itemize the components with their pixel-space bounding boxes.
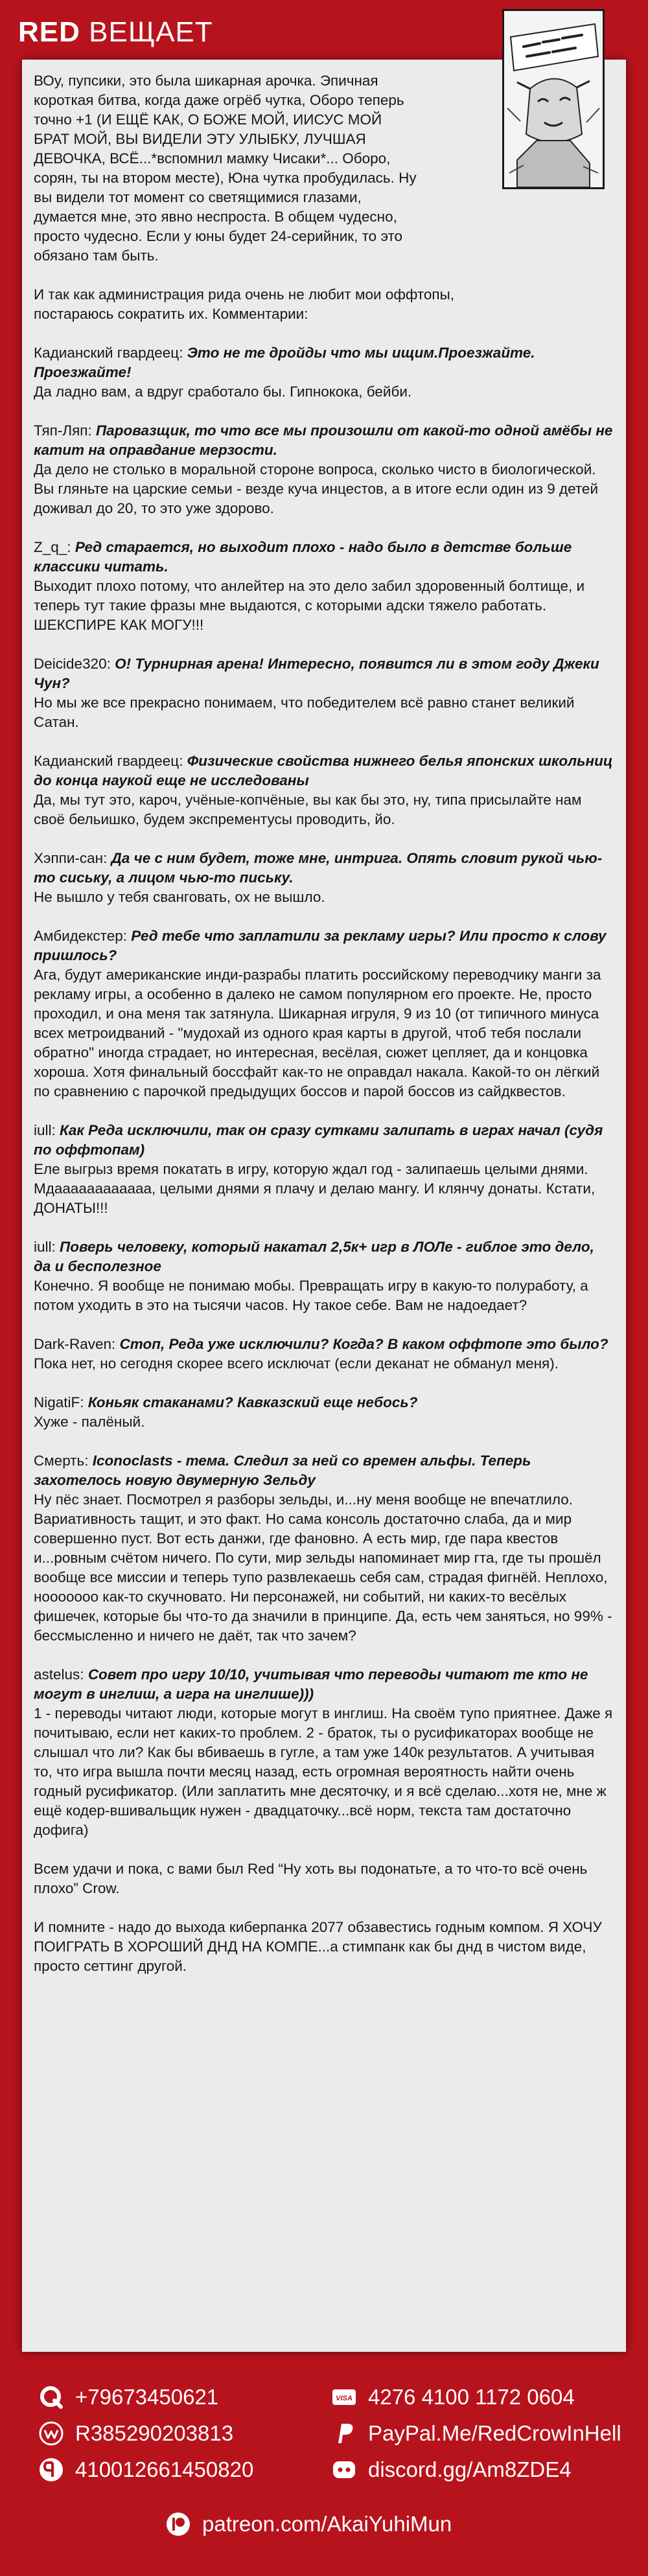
comment-block: [34, 538, 614, 635]
comment-question: Поверь человеку, который накатал 2,5к+ игр в ЛОЛе - гиблое это дело, да и бесполезное: [34, 1239, 594, 1274]
discord-contact[interactable]: [332, 2457, 572, 2483]
comment-block: [34, 1237, 614, 1315]
comment-answer: Да дело не столько в моральной стороне вопроса, сколько чисто в биологической. Вы гляньте на царские семьи - везде куча инцестов, а в итоге если один из 9 детей доживал до 20, то это уже здорово.: [34, 461, 599, 516]
comment-answer: Пока нет, но сегодня скорее всего исключат (если деканат не обманул меня).: [34, 1355, 559, 1372]
comment-question: Ред тебе что заплатили за рекламу игры? Или просто к слову пришлось?: [34, 928, 607, 963]
patreon-link: patreon.com/AkaiYuhiMun: [202, 2512, 452, 2536]
comment-block: [34, 1121, 614, 1218]
comment-block: [34, 421, 614, 518]
comment-question: Iconoclasts - тема. Следил за ней со времен альфы. Теперь захотелось новую двумерную Зельду: [34, 1453, 531, 1488]
visa-card-contact[interactable]: [332, 2384, 575, 2410]
comment-question: О! Турнирная арена! Интересно, появится ли в этом году Джеки Чун?: [34, 656, 599, 691]
comment-author: Хэппи-сан:: [34, 850, 108, 866]
webmoney-contact[interactable]: [39, 2421, 233, 2446]
paypal-link: PayPal.Me/RedCrowInHell: [368, 2421, 621, 2445]
comment-question: Стоп, Реда уже исключили? Когда? В каком оффтопе это было?: [119, 1336, 608, 1352]
yandex-money-contact[interactable]: [39, 2457, 253, 2483]
comment-answer: Ну пёс знает. Посмотрел я разборы зельды, и...ну меня вообще не впечатлило. Вариативность тащит, и это факт. Но сама консоль достаточно слаба, да и мир совершенно пуст. Вот есть данжи, где фановно. А есть мир, где пара квестов и...ровным счётом ничего. По сути, мир зельды напоминает мир гта, где ты прошёл вообще все миссии и теперь тупо развлекаешь себя сам, страдая фигнёй. Неплохо, нооооооо как-то скучновато. Ни персонажей, ни событий, ни каких-то весёлых фишечек, которые бы что-то да значили в принципе. Да, есть чем заняться, но 99% - бессмысленно и ничего не даёт, так что зачем?: [34, 1491, 612, 1644]
comment-author: Тяп-Ляп:: [34, 422, 92, 439]
comment-block: [34, 343, 614, 402]
comment-answer: Да ладно вам, а вдруг сработало бы. Гипнокока, бейби.: [34, 384, 412, 400]
comment-block: [34, 926, 614, 1101]
comment-block: [34, 1393, 614, 1432]
page-title: [18, 18, 213, 47]
comment-block: [34, 752, 614, 829]
yandex-money-number: 410012661450820: [75, 2457, 254, 2481]
comment-question: Физические свойства нижнего белья японских школьниц до конца наукой еще не исследованы: [34, 753, 613, 788]
qiwi-icon: [39, 2385, 64, 2409]
closing-paragraph: И помните - надо до выхода киберпанка 2077 обзавестись годным компом. Я ХОЧУ ПОИГРАТЬ В ХОРОШИЙ ДНД НА КОМПЕ...а стимпанк как бы днд в чистом виде, просто сеттинг другой.: [34, 1919, 602, 1974]
comment-block: [34, 849, 614, 907]
comment-answer: Выходит плохо потому, что анлейтер на это дело забил здоровенный болтище, и теперь тут такие фразы мне выдаются, с которыми адски тяжело работать. ШЕКСПИРЕ КАК МОГУ!!!: [34, 578, 585, 633]
svg-text:VISA: VISA: [336, 2395, 353, 2402]
comments-list: [34, 343, 614, 1840]
webmoney-icon: [39, 2421, 64, 2446]
comment-question: Совет про игру 10/10, учитывая что переводы читают те кто не могут в инглиш, а игра на инглише))): [34, 1666, 588, 1702]
comment-block: [34, 1335, 614, 1374]
intro-section: [34, 71, 516, 324]
comment-question: Это не те дройды что мы ищим.Проезжайте. Проезжайте!: [34, 345, 535, 380]
comments-panel: [22, 60, 626, 2352]
closing-paragraph: Всем удачи и пока, с вами был Red “Ну хоть вы подонатьте, а то что-то всё очень плохо” Crow.: [34, 1861, 588, 1896]
brand-rest: ВЕЩАЕТ: [80, 16, 213, 48]
intro-paragraph: И так как администрация рида очень не любит мои оффтопы, постараюсь сократить их. Комментарии:: [34, 286, 455, 322]
comment-answer: Не вышло у тебя сванговать, ох не вышло.: [34, 889, 325, 905]
comment-author: Кадианский гвардеец:: [34, 753, 183, 769]
yandex-money-icon: [39, 2457, 64, 2482]
closing-section: [34, 1859, 614, 1976]
patreon-icon: [166, 2512, 191, 2536]
paypal-icon: [332, 2421, 356, 2446]
webmoney-number: R385290203813: [75, 2421, 234, 2445]
comment-question: Да че с ним будет, тоже мне, интрига. Опять словит рукой чью-то сиську, а лицом чью-то письку.: [34, 850, 603, 886]
manga-character-image: [504, 11, 603, 187]
comments-text: [34, 71, 614, 1995]
discord-icon: [332, 2457, 356, 2482]
comment-author: NigatiF:: [34, 1394, 84, 1410]
comment-question: Коньяк стаканами? Кавказский еще небось?: [87, 1394, 418, 1410]
paypal-contact[interactable]: [332, 2421, 621, 2446]
donation-footer: [0, 2358, 648, 2576]
visa-card-number: 4276 4100 1172 0604: [368, 2385, 575, 2409]
qiwi-number: +79673450621: [75, 2385, 219, 2409]
comment-author: iull:: [34, 1122, 56, 1138]
comment-author: Амбидекстер:: [34, 928, 127, 944]
comment-question: Как Реда исключили, так он сразу сутками залипать в играх начал (судя по оффтопам): [34, 1122, 603, 1158]
comment-block: [34, 1451, 614, 1646]
comment-answer: Хуже - палёный.: [34, 1414, 145, 1430]
comment-author: iull:: [34, 1239, 56, 1255]
patreon-contact[interactable]: [166, 2511, 452, 2537]
brand-bold: RED: [18, 16, 80, 48]
intro-paragraph: ВОу, пупсики, это была шикарная арочка. Эпичная короткая битва, когда даже огрёб чутка, Оборо теперь точно +1 (И ЕЩЁ КАК, О БОЖЕ МОЙ, ИИСУС МОЙ БРАТ МОЙ, ВЫ ВИДЕЛИ ЭТУ УЛЫБКУ, ЛУЧШАЯ ДЕВОЧКА, ВСЁ...*вспомнил мамку Чисаки*... Оборо, сорян, ты на втором месте), Юна чутка пробудилась. Ну вы видели тот момент со светящимися глазами, думается мне, это явно неспроста. В общем чудесно, просто чудесно. Если у юны будет 24-серийник, то это обязано там быть.: [34, 73, 417, 264]
comment-answer: Да, мы тут это, кароч, учёные-копчёные, вы как бы это, ну, типа присылайте нам своё бельишко, будем экспрементусы проводить, йо.: [34, 792, 582, 827]
comment-answer: Еле выгрыз время покатать в игру, которую ждал год - залипаешь целыми днями. Мдаааааааааааа, целыми днями я плачу и делаю мангу. И клянчу донаты. Кстати, ДОНАТЫ!!!: [34, 1161, 596, 1216]
discord-link: discord.gg/Am8ZDE4: [368, 2457, 572, 2481]
comment-answer: 1 - переводы читают люди, которые могут в инглиш. На своём тупо приятнее. Даже я почитываю, если нет каких-то проблем. 2 - браток, ты о русификаторах вообще не слышал что ли? Как бы вбиваешь в гугле, а там уже 140к результатов. А учитывая то, что игра вышла почти месяц назад, есть огромная вероятность найти очень годный русификатор. (Или заплатить мне десяточку, и я всё сделаю...хотя не, мне ж ещё кодер-вшивальщик нужен - двадцаточку...всё норм, текста там достаточно дофига): [34, 1705, 613, 1838]
comment-author: Z_q_:: [34, 539, 71, 555]
manga-avatar-illustration: [502, 9, 605, 189]
comment-block: [34, 654, 614, 732]
comment-block: [34, 1665, 614, 1840]
comment-question: Паровазщик, то что все мы произошли от какой-то одной амёбы не катит на оправдание мерзости.: [34, 422, 613, 458]
visa-card-icon: [332, 2385, 356, 2409]
comment-answer: Но мы же все прекрасно понимаем, что победителем всё равно станет великий Сатан.: [34, 695, 575, 730]
comment-answer: Ага, будут американские инди-разрабы платить российскому переводчику манги за рекламу игры, а особенно в далеко не самом популярном его проекте. Не, просто проходил, и она меня так затянула. Шикарная игруля, 9 из 10 (от типичного минуса всех метроидваний - "мудохай из одного края карты в другой, чтоб тебя послали обратно" иногда страдает, но интересная, весёлая, сюжет цепляет, да и концовка хороша. Хотя финальный боссфайт как-то не оправдал накала. Какой-то он лёгкий по сравнению с парочкой предыдущих боссов и парой боссов из сайдквестов.: [34, 967, 601, 1099]
comment-author: astelus:: [34, 1666, 84, 1683]
comment-question: Ред старается, но выходит плохо - надо было в детстве больше классики читать.: [34, 539, 572, 575]
comment-author: Deicide320:: [34, 656, 111, 672]
comment-answer: Конечно. Я вообще не понимаю мобы. Превращать игру в какую-то полуработу, а потом уходить в это на тысячи часов. Ну такое себе. Вам не надоедает?: [34, 1278, 588, 1313]
comment-author: Кадианский гвардеец:: [34, 345, 183, 361]
comment-author: Смерть:: [34, 1453, 89, 1469]
qiwi-contact[interactable]: [39, 2384, 218, 2410]
comment-author: Dark-Raven:: [34, 1336, 116, 1352]
